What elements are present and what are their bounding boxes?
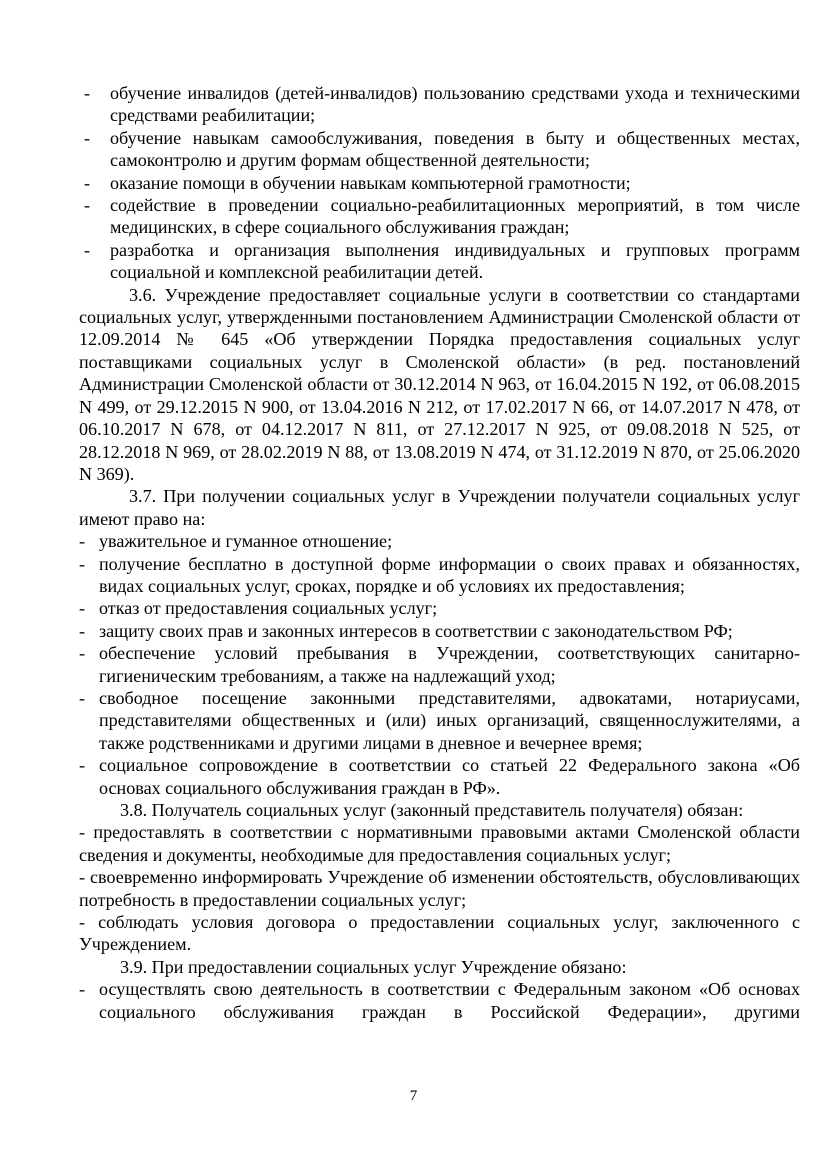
list-item-text: получение бесплатно в доступной форме информации о своих правах и обязанностях, видах социальных услуг, сроках, порядке и об условиях их предоставления; bbox=[99, 553, 800, 596]
paragraph-3-7: 3.7. При получении социальных услуг в Учреждении получатели социальных услуг имеют право на: bbox=[79, 486, 800, 529]
list-item bbox=[79, 530, 800, 552]
list-item bbox=[79, 620, 800, 642]
page-number: 7 bbox=[409, 1088, 418, 1104]
list-item-text: свободное посещение законными представителями, адвокатами, нотариусами, представителями общественных и (или) иных организаций, священнослужителями, а также родственниками и другими лицами в дневное и вечернее время; bbox=[99, 687, 800, 753]
list-item-text: уважительное и гуманное отношение; bbox=[99, 531, 393, 552]
list-item bbox=[79, 127, 800, 172]
list-item-text: содействие в проведении социально-реабилитационных мероприятий, в том числе медицинских, в сфере социального обслуживания граждан; bbox=[110, 195, 800, 238]
list-item: - предоставлять в соответствии с нормативными правовыми актами Смоленской области сведения и документы, необходимые для предоставления социальных услуг; bbox=[79, 822, 800, 865]
list-dash: - bbox=[84, 83, 91, 103]
list-dash: - bbox=[84, 172, 91, 193]
rehab-services-list bbox=[79, 82, 800, 284]
list-item-text: обеспечение условий пребывания в Учреждении, соответствующих санитарно-гигиеническим требованиям, а также на надлежащий уход; bbox=[99, 643, 800, 686]
list-item-text: оказание помощи в обучении навыкам компьютерной грамотности; bbox=[110, 172, 631, 193]
list-item bbox=[79, 754, 800, 799]
list-dash: - bbox=[79, 687, 86, 708]
list-dash: - bbox=[79, 643, 86, 664]
list-item bbox=[79, 978, 800, 1023]
list-dash: - bbox=[79, 598, 86, 619]
list-item: - своевременно информировать Учреждение об изменении обстоятельств, обусловливающих потребность в предоставлении социальных услуг; bbox=[79, 867, 800, 910]
list-item bbox=[79, 687, 800, 754]
recipient-duties-list bbox=[79, 821, 800, 955]
list-item: - соблюдать условия договора о предоставлении социальных услуг, заключенного с Учреждением. bbox=[79, 912, 800, 955]
list-item bbox=[79, 597, 800, 619]
list-item bbox=[79, 194, 800, 239]
list-item bbox=[79, 642, 800, 687]
list-item-text: разработка и организация выполнения индивидуальных и групповых программ социальной и комплексной реабилитации детей. bbox=[110, 239, 800, 283]
recipient-rights-list bbox=[79, 530, 800, 799]
list-dash: - bbox=[79, 979, 86, 1000]
list-item-text: социальное сопровождение в соответствии со статьей 22 Федерального закона «Об основах социального обслуживания граждан в РФ». bbox=[99, 755, 800, 798]
list-item-text: осуществлять свою деятельность в соответствии с Федеральным законом «Об основах социального обслуживания граждан в Российской Федерации», другими bbox=[99, 979, 800, 1022]
list-item-text: отказ от предоставления социальных услуг; bbox=[99, 598, 438, 619]
institution-duties-list bbox=[79, 978, 800, 1023]
list-item-text: обучение инвалидов (детей-инвалидов) пользованию средствами ухода и техническими средствами реабилитации; bbox=[110, 83, 800, 126]
paragraph-3-6: 3.6. Учреждение предоставляет социальные услуги в соответствии со стандартами социальных услуг, утвержденными постановлением Администрации Смоленской области от 12.09.2014 № 645 «Об утверждении Порядка предоставления социальных услуг поставщиками социальных услуг в Смоленской области» (в ред. постановлений Администрации Смоленской области от 30.12.2014 N 963, от 16.04.2015 N 192, от 06.08.2015 N 499, от 29.12.2015 N 900, от 13.04.2016 N 212, от 17.02.2017 N 66, от 14.07.2017 N 478, от 06.10.2017 N 678, от 04.12.2017 N 811, от 27.12.2017 N 925, от 09.08.2018 N 525, от 28.12.2018 N 969, от 28.02.2019 N 88, от 13.08.2019 N 474, от 31.12.2019 N 870, от 25.06.2020 N 369). bbox=[79, 284, 800, 484]
list-dash: - bbox=[79, 620, 86, 641]
list-item-text: обучение навыкам самообслуживания, поведения в быту и общественных местах, самоконтролю и другим формам общественной деятельности; bbox=[110, 127, 800, 171]
document-page bbox=[79, 82, 800, 1023]
list-item bbox=[79, 239, 800, 284]
list-dash: - bbox=[84, 127, 91, 148]
list-dash: - bbox=[79, 553, 86, 574]
list-item-text: защиту своих прав и законных интересов в соответствии с законодательством РФ; bbox=[99, 620, 733, 641]
list-dash: - bbox=[79, 755, 86, 776]
list-item bbox=[79, 82, 800, 127]
list-item bbox=[79, 172, 800, 194]
list-item bbox=[79, 553, 800, 598]
paragraph-3-8: 3.8. Получатель социальных услуг (законный представитель получателя) обязан: bbox=[120, 800, 744, 820]
list-dash: - bbox=[84, 195, 91, 216]
list-dash: - bbox=[84, 239, 91, 260]
list-dash: - bbox=[79, 531, 86, 552]
paragraph-3-9: 3.9. При предоставлении социальных услуг Учреждение обязано: bbox=[120, 956, 627, 977]
